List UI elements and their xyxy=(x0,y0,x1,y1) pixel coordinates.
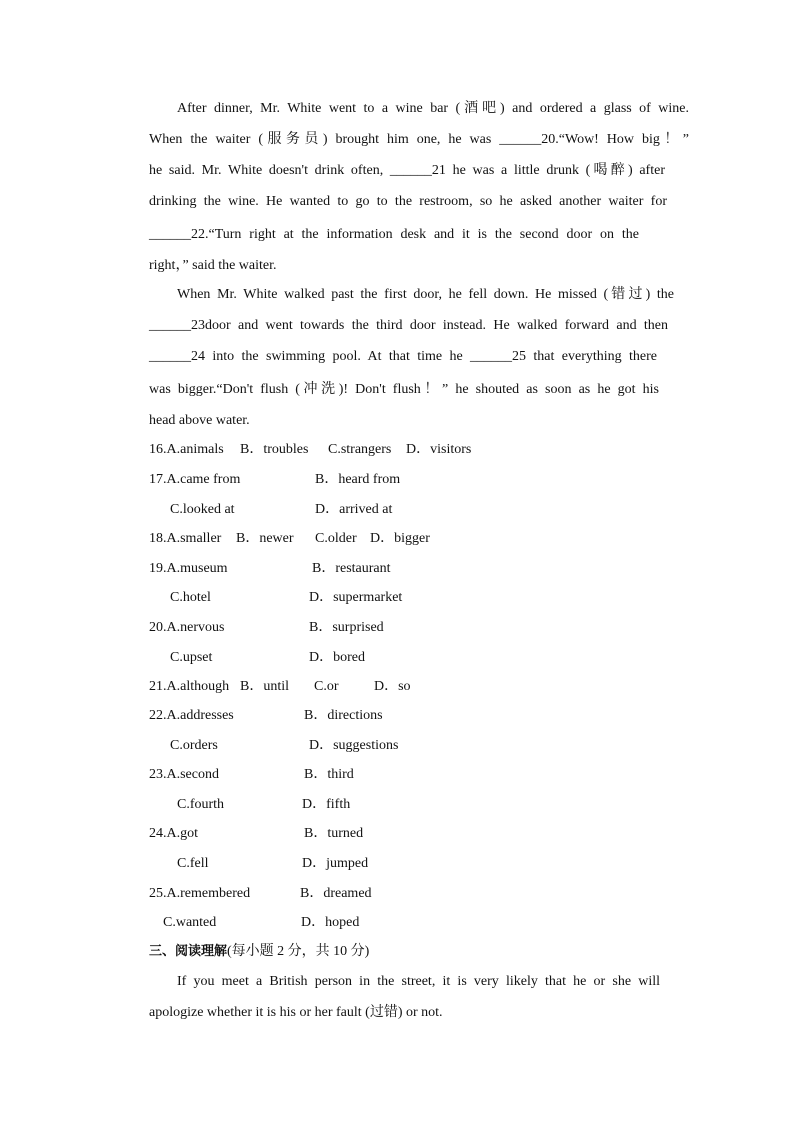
option-b[interactable]: B．troubles xyxy=(240,442,309,457)
question-25 xyxy=(149,885,689,933)
passage-line: When Mr. White walked past the first door, he fell down. He missed (错过) the xyxy=(177,287,674,302)
passage-line: ______22.“Turn right at the information desk and it is the second door on the xyxy=(149,227,639,242)
option-d[interactable]: D．bored xyxy=(309,650,365,665)
option-d[interactable]: D．supermarket xyxy=(309,590,403,605)
question-22 xyxy=(149,707,689,755)
option-a[interactable]: 24.A.got xyxy=(149,826,198,841)
question-24 xyxy=(149,825,689,873)
passage-line: After dinner, Mr. White went to a wine bar (酒吧) and ordered a glass of wine. xyxy=(177,101,689,116)
option-b[interactable]: B．restaurant xyxy=(312,561,391,576)
option-b[interactable]: B．surprised xyxy=(309,620,384,635)
passage-line: ______24 into the swimming pool. At that time he ______25 that everything there xyxy=(149,349,657,364)
question-20 xyxy=(149,619,689,667)
option-b[interactable]: B．heard from xyxy=(315,472,401,487)
option-c[interactable]: C.older xyxy=(315,531,357,546)
option-d[interactable]: D．arrived at xyxy=(315,502,393,517)
reading-line: apologize whether it is his or her fault (过错) or not. xyxy=(149,1005,443,1020)
option-b[interactable]: B．dreamed xyxy=(300,886,372,901)
option-c[interactable]: C.fourth xyxy=(177,797,225,812)
option-d[interactable]: D．bigger xyxy=(370,531,430,546)
option-d[interactable]: D．suggestions xyxy=(309,738,399,753)
option-b[interactable]: B．directions xyxy=(304,708,383,723)
option-d[interactable]: D．so xyxy=(374,679,411,694)
option-c[interactable]: C.looked at xyxy=(170,502,235,517)
option-d[interactable]: D．jumped xyxy=(302,856,369,871)
option-a[interactable]: 21.A.although xyxy=(149,679,230,694)
option-a[interactable]: 20.A.nervous xyxy=(149,620,225,635)
option-a[interactable]: 17.A.came from xyxy=(149,472,241,487)
option-b[interactable]: B．newer xyxy=(236,531,294,546)
option-c[interactable]: C.strangers xyxy=(328,442,392,457)
passage-line: right，” said the waiter. xyxy=(149,258,277,273)
passage-line: ______23door and went towards the third door instead. He walked forward and then xyxy=(149,318,668,333)
section-title: 三、阅读理解 xyxy=(149,944,228,959)
option-c[interactable]: C.wanted xyxy=(163,915,217,930)
reading-line: If you meet a British person in the street, it is very likely that he or she will xyxy=(177,974,660,989)
question-18 xyxy=(149,530,689,548)
option-a[interactable]: 19.A.museum xyxy=(149,561,228,576)
option-b[interactable]: B．turned xyxy=(304,826,364,841)
option-a[interactable]: 22.A.addresses xyxy=(149,708,234,723)
option-a[interactable]: 23.A.second xyxy=(149,767,219,782)
question-21 xyxy=(149,678,689,696)
question-16 xyxy=(149,441,689,459)
option-c[interactable]: C.upset xyxy=(170,650,213,665)
option-c[interactable]: C.fell xyxy=(177,856,209,871)
section-note: (每小题 2 分，共 10 分) xyxy=(227,944,370,959)
option-b[interactable]: B．until xyxy=(240,679,290,694)
question-23 xyxy=(149,766,689,814)
option-a[interactable]: 25.A.remembered xyxy=(149,886,251,901)
question-17 xyxy=(149,471,689,519)
option-c[interactable]: C.or xyxy=(314,679,339,694)
option-c[interactable]: C.orders xyxy=(170,738,218,753)
option-a[interactable]: 18.A.smaller xyxy=(149,531,222,546)
option-c[interactable]: C.hotel xyxy=(170,590,211,605)
passage-line: drinking the wine. He wanted to go to the restroom, so he asked another waiter for xyxy=(149,194,667,209)
passage-line: head above water. xyxy=(149,413,250,428)
passage-line: When the waiter (服务员) brought him one, he was ______20.“Wow! How big！” xyxy=(149,132,689,147)
option-d[interactable]: D．hoped xyxy=(301,915,360,930)
option-d[interactable]: D．fifth xyxy=(302,797,351,812)
option-a[interactable]: 16.A.animals xyxy=(149,442,224,457)
section-heading xyxy=(149,943,369,961)
question-19 xyxy=(149,560,689,608)
passage-line: was bigger.“Don't flush (冲洗)! Don't flush！” he shouted as soon as he got his xyxy=(149,382,659,397)
option-b[interactable]: B．third xyxy=(304,767,354,782)
option-d[interactable]: D．visitors xyxy=(406,442,472,457)
passage-line: he said. Mr. White doesn't drink often, ______21 he was a little drunk (喝醉) after xyxy=(149,163,665,178)
